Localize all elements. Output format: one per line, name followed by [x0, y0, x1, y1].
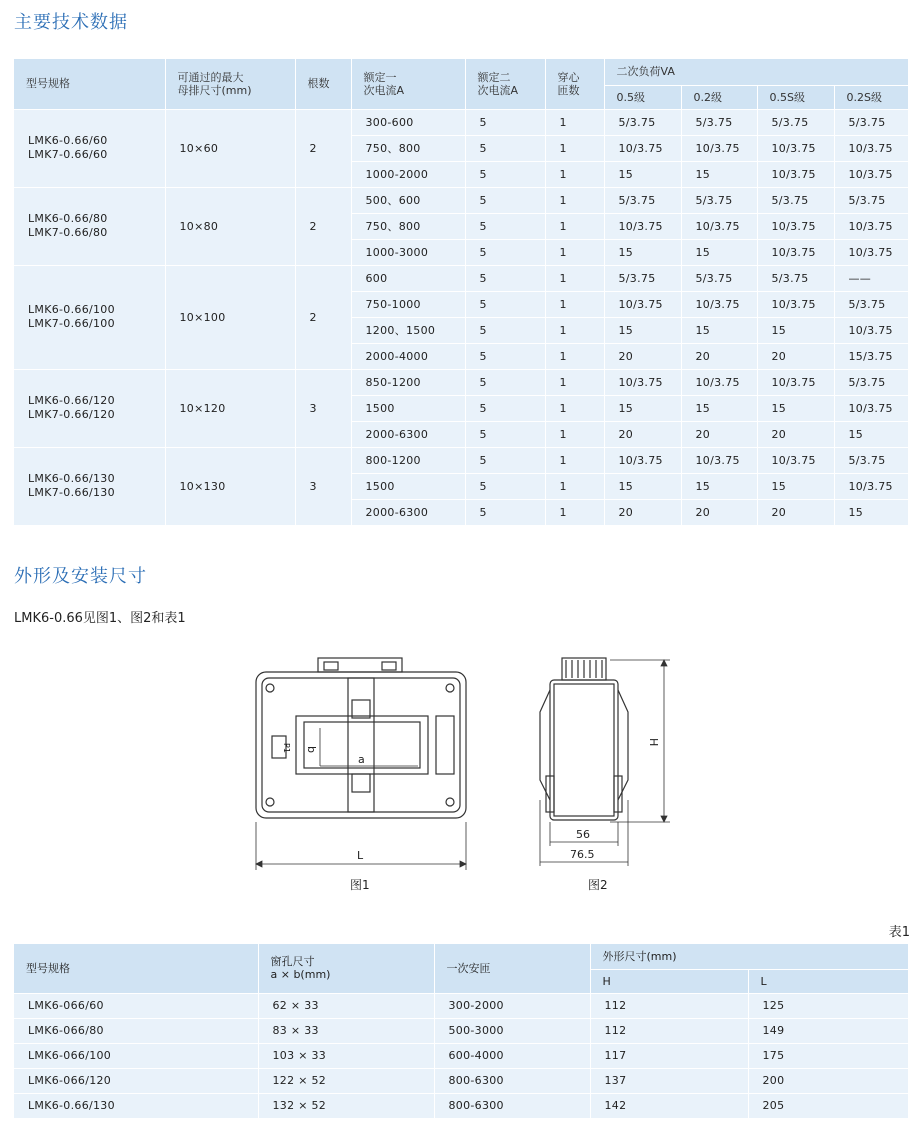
spec-cell: 20 — [681, 499, 757, 525]
spec-cell: 1200、1500 — [351, 317, 465, 343]
figure2-label-H: H — [647, 738, 660, 747]
dim-cell: 117 — [590, 1043, 748, 1068]
spec-cell: 10/3.75 — [757, 135, 834, 161]
spec-cell: 15/3.75 — [834, 343, 908, 369]
spec-cell: 1 — [545, 421, 604, 447]
dim-cell: 205 — [748, 1093, 908, 1118]
dim-cell: 200 — [748, 1068, 908, 1093]
spec-cell: 5 — [465, 187, 545, 213]
spec-cell: 1 — [545, 369, 604, 395]
spec-cell: 1 — [545, 447, 604, 473]
dim-cell: 112 — [590, 1018, 748, 1043]
spec-cell: 1500 — [351, 473, 465, 499]
spec-cell: 5/3.75 — [834, 369, 908, 395]
dim-row — [14, 993, 908, 1018]
figure1-label-a: a — [358, 753, 365, 766]
dim-cell: 125 — [748, 993, 908, 1018]
spec-cell: 10/3.75 — [834, 213, 908, 239]
dim-cell: 142 — [590, 1093, 748, 1118]
spec-cell: 15 — [604, 161, 681, 187]
spec-cell: 20 — [757, 499, 834, 525]
dim-cell: 132 × 52 — [258, 1093, 434, 1118]
busbar-cell: 10×120 — [165, 369, 295, 447]
figure1-label-p1: P1 — [282, 743, 291, 753]
spec-cell: 1 — [545, 499, 604, 525]
spec-cell: 10/3.75 — [834, 395, 908, 421]
spec-cell: 15 — [757, 473, 834, 499]
spec-cell: 10/3.75 — [604, 369, 681, 395]
spec-cell: 5/3.75 — [757, 265, 834, 291]
spec-cell: —— — [834, 265, 908, 291]
spec-cell: 10/3.75 — [834, 161, 908, 187]
figure2-caption: 图2 — [588, 878, 608, 892]
spec-cell: 20 — [681, 421, 757, 447]
spec-cell: 10/3.75 — [604, 291, 681, 317]
header-busbar: 可通过的最大 母排尺寸(mm) — [165, 59, 295, 109]
busbar-cell: 10×80 — [165, 187, 295, 265]
header-secondary-current: 额定二 次电流A — [465, 59, 545, 109]
spec-cell: 5 — [465, 239, 545, 265]
spec-cell: 500、600 — [351, 187, 465, 213]
spec-cell: 15 — [834, 499, 908, 525]
spec-row — [14, 369, 908, 395]
spec-cell: 15 — [604, 317, 681, 343]
section-title-dimensions: 外形及安装尺寸 — [14, 566, 147, 587]
model-cell: LMK6-0.66/80 LMK7-0.66/80 — [14, 187, 165, 265]
spec-cell: 15 — [681, 161, 757, 187]
header-count: 根数 — [295, 59, 351, 109]
header-secondary-load: 二次负荷VA — [604, 59, 908, 85]
spec-cell: 5/3.75 — [834, 291, 908, 317]
dim-cell: 62 × 33 — [258, 993, 434, 1018]
spec-cell: 10/3.75 — [604, 213, 681, 239]
spec-cell: 10/3.75 — [757, 213, 834, 239]
spec-cell: 15 — [681, 473, 757, 499]
dim-cell: 149 — [748, 1018, 908, 1043]
dim-cell: 122 × 52 — [258, 1068, 434, 1093]
dim-cell: LMK6-066/60 — [14, 993, 258, 1018]
spec-cell: 1 — [545, 473, 604, 499]
count-cell: 2 — [295, 109, 351, 187]
spec-cell: 1 — [545, 317, 604, 343]
dim-header-model: 型号规格 — [14, 944, 258, 993]
count-cell: 3 — [295, 447, 351, 525]
dim-cell: LMK6-066/100 — [14, 1043, 258, 1068]
spec-cell: 15 — [834, 421, 908, 447]
header-class: 0.2S级 — [834, 85, 908, 109]
spec-cell: 5 — [465, 265, 545, 291]
figure1-caption: 图1 — [350, 878, 370, 892]
spec-table — [14, 59, 909, 526]
spec-cell: 5/3.75 — [604, 265, 681, 291]
count-cell: 3 — [295, 369, 351, 447]
spec-cell: 5/3.75 — [681, 265, 757, 291]
spec-cell: 5 — [465, 161, 545, 187]
spec-cell: 850-1200 — [351, 369, 465, 395]
intro-text: LMK6-0.66见图1、图2和表1 — [14, 611, 186, 626]
header-turns: 穿心 匝数 — [545, 59, 604, 109]
spec-cell: 750、800 — [351, 135, 465, 161]
spec-cell: 5/3.75 — [834, 447, 908, 473]
spec-cell: 10/3.75 — [681, 213, 757, 239]
spec-cell: 5 — [465, 343, 545, 369]
spec-cell: 1 — [545, 187, 604, 213]
dim-header-L: L — [748, 969, 908, 993]
figure2-dim-76-5: 76.5 — [570, 848, 595, 861]
spec-cell: 2000-4000 — [351, 343, 465, 369]
table-reference: 表1 — [888, 925, 910, 940]
dim-cell: 300-2000 — [434, 993, 590, 1018]
spec-cell: 10/3.75 — [604, 447, 681, 473]
model-cell: LMK6-0.66/130 LMK7-0.66/130 — [14, 447, 165, 525]
spec-cell: 15 — [681, 239, 757, 265]
spec-cell: 10/3.75 — [757, 447, 834, 473]
spec-cell: 10/3.75 — [834, 317, 908, 343]
spec-cell: 5 — [465, 499, 545, 525]
spec-cell: 20 — [604, 343, 681, 369]
spec-cell: 10/3.75 — [757, 161, 834, 187]
spec-row — [14, 109, 908, 135]
spec-cell: 20 — [757, 421, 834, 447]
busbar-cell: 10×130 — [165, 447, 295, 525]
dim-cell: LMK6-066/80 — [14, 1018, 258, 1043]
dim-cell: 83 × 33 — [258, 1018, 434, 1043]
spec-cell: 5/3.75 — [834, 109, 908, 135]
figure2-drawing — [540, 658, 628, 820]
section-title-specs: 主要技术数据 — [14, 12, 128, 33]
spec-cell: 10/3.75 — [757, 369, 834, 395]
spec-cell: 750-1000 — [351, 291, 465, 317]
spec-cell: 5 — [465, 213, 545, 239]
spec-cell: 10/3.75 — [681, 135, 757, 161]
dim-cell: 137 — [590, 1068, 748, 1093]
spec-cell: 1 — [545, 109, 604, 135]
dim-row — [14, 1093, 908, 1118]
spec-cell: 20 — [757, 343, 834, 369]
spec-cell: 10/3.75 — [681, 291, 757, 317]
dimension-drawings — [250, 650, 690, 900]
busbar-cell: 10×100 — [165, 265, 295, 369]
spec-cell: 5/3.75 — [681, 187, 757, 213]
spec-cell: 5/3.75 — [681, 109, 757, 135]
spec-cell: 15 — [604, 473, 681, 499]
spec-cell: 750、800 — [351, 213, 465, 239]
dim-cell: 500-3000 — [434, 1018, 590, 1043]
spec-cell: 15 — [681, 395, 757, 421]
spec-cell: 1 — [545, 395, 604, 421]
spec-cell: 5 — [465, 421, 545, 447]
spec-cell: 5 — [465, 135, 545, 161]
header-model: 型号规格 — [14, 59, 165, 109]
count-cell: 2 — [295, 265, 351, 369]
figure1-label-b: b — [305, 746, 318, 753]
spec-cell: 1000-3000 — [351, 239, 465, 265]
dim-row — [14, 1068, 908, 1093]
spec-cell: 5 — [465, 109, 545, 135]
spec-cell: 300-600 — [351, 109, 465, 135]
spec-cell: 5 — [465, 291, 545, 317]
spec-cell: 10/3.75 — [681, 369, 757, 395]
spec-cell: 5/3.75 — [757, 109, 834, 135]
spec-cell: 1 — [545, 239, 604, 265]
spec-cell: 15 — [757, 317, 834, 343]
spec-row — [14, 187, 908, 213]
spec-cell: 5 — [465, 369, 545, 395]
figure2-dim-56: 56 — [576, 828, 590, 841]
spec-cell: 15 — [757, 395, 834, 421]
spec-cell: 5 — [465, 447, 545, 473]
spec-cell: 20 — [604, 421, 681, 447]
busbar-cell: 10×60 — [165, 109, 295, 187]
spec-cell: 1 — [545, 343, 604, 369]
spec-cell: 5/3.75 — [604, 109, 681, 135]
spec-cell: 10/3.75 — [834, 473, 908, 499]
spec-cell: 20 — [681, 343, 757, 369]
model-cell: LMK6-0.66/60 LMK7-0.66/60 — [14, 109, 165, 187]
spec-cell: 800-1200 — [351, 447, 465, 473]
spec-cell: 2000-6300 — [351, 421, 465, 447]
spec-cell: 5 — [465, 473, 545, 499]
spec-cell: 600 — [351, 265, 465, 291]
spec-cell: 5 — [465, 317, 545, 343]
spec-cell: 10/3.75 — [834, 135, 908, 161]
dim-cell: 600-4000 — [434, 1043, 590, 1068]
model-cell: LMK6-0.66/100 LMK7-0.66/100 — [14, 265, 165, 369]
figure1-label-L: L — [357, 849, 364, 862]
spec-row — [14, 447, 908, 473]
spec-cell: 15 — [681, 317, 757, 343]
dim-cell: 112 — [590, 993, 748, 1018]
spec-cell: 5 — [465, 395, 545, 421]
dim-header-ampere-turns: 一次安匝 — [434, 944, 590, 993]
dim-cell: 103 × 33 — [258, 1043, 434, 1068]
spec-cell: 10/3.75 — [757, 291, 834, 317]
count-cell: 2 — [295, 187, 351, 265]
spec-cell: 1 — [545, 213, 604, 239]
spec-cell: 1 — [545, 135, 604, 161]
figure2-dimensions — [540, 660, 670, 866]
spec-cell: 1 — [545, 161, 604, 187]
spec-cell: 10/3.75 — [604, 135, 681, 161]
figure1-drawing — [256, 658, 466, 818]
dim-header-H: H — [590, 969, 748, 993]
model-cell: LMK6-0.66/120 LMK7-0.66/120 — [14, 369, 165, 447]
dim-header-outline: 外形尺寸(mm) — [590, 944, 908, 969]
header-primary-current: 额定一 次电流A — [351, 59, 465, 109]
spec-cell: 20 — [604, 499, 681, 525]
spec-row — [14, 265, 908, 291]
dim-row — [14, 1018, 908, 1043]
dim-cell: LMK6-0.66/130 — [14, 1093, 258, 1118]
dim-cell: 800-6300 — [434, 1093, 590, 1118]
dimension-table — [14, 944, 909, 1119]
dim-header-window: 窗孔尺寸 a × b(mm) — [258, 944, 434, 993]
dim-row — [14, 1043, 908, 1068]
dim-cell: 175 — [748, 1043, 908, 1068]
header-class: 0.2级 — [681, 85, 757, 109]
spec-cell: 10/3.75 — [834, 239, 908, 265]
spec-cell: 15 — [604, 239, 681, 265]
dim-cell: 800-6300 — [434, 1068, 590, 1093]
spec-cell: 15 — [604, 395, 681, 421]
spec-cell: 5/3.75 — [834, 187, 908, 213]
spec-cell: 1 — [545, 291, 604, 317]
spec-cell: 1500 — [351, 395, 465, 421]
spec-cell: 5/3.75 — [604, 187, 681, 213]
spec-cell: 10/3.75 — [757, 239, 834, 265]
header-class: 0.5级 — [604, 85, 681, 109]
spec-cell: 5/3.75 — [757, 187, 834, 213]
spec-cell: 2000-6300 — [351, 499, 465, 525]
spec-cell: 1 — [545, 265, 604, 291]
header-class: 0.5S级 — [757, 85, 834, 109]
spec-cell: 10/3.75 — [681, 447, 757, 473]
spec-cell: 1000-2000 — [351, 161, 465, 187]
dim-cell: LMK6-066/120 — [14, 1068, 258, 1093]
